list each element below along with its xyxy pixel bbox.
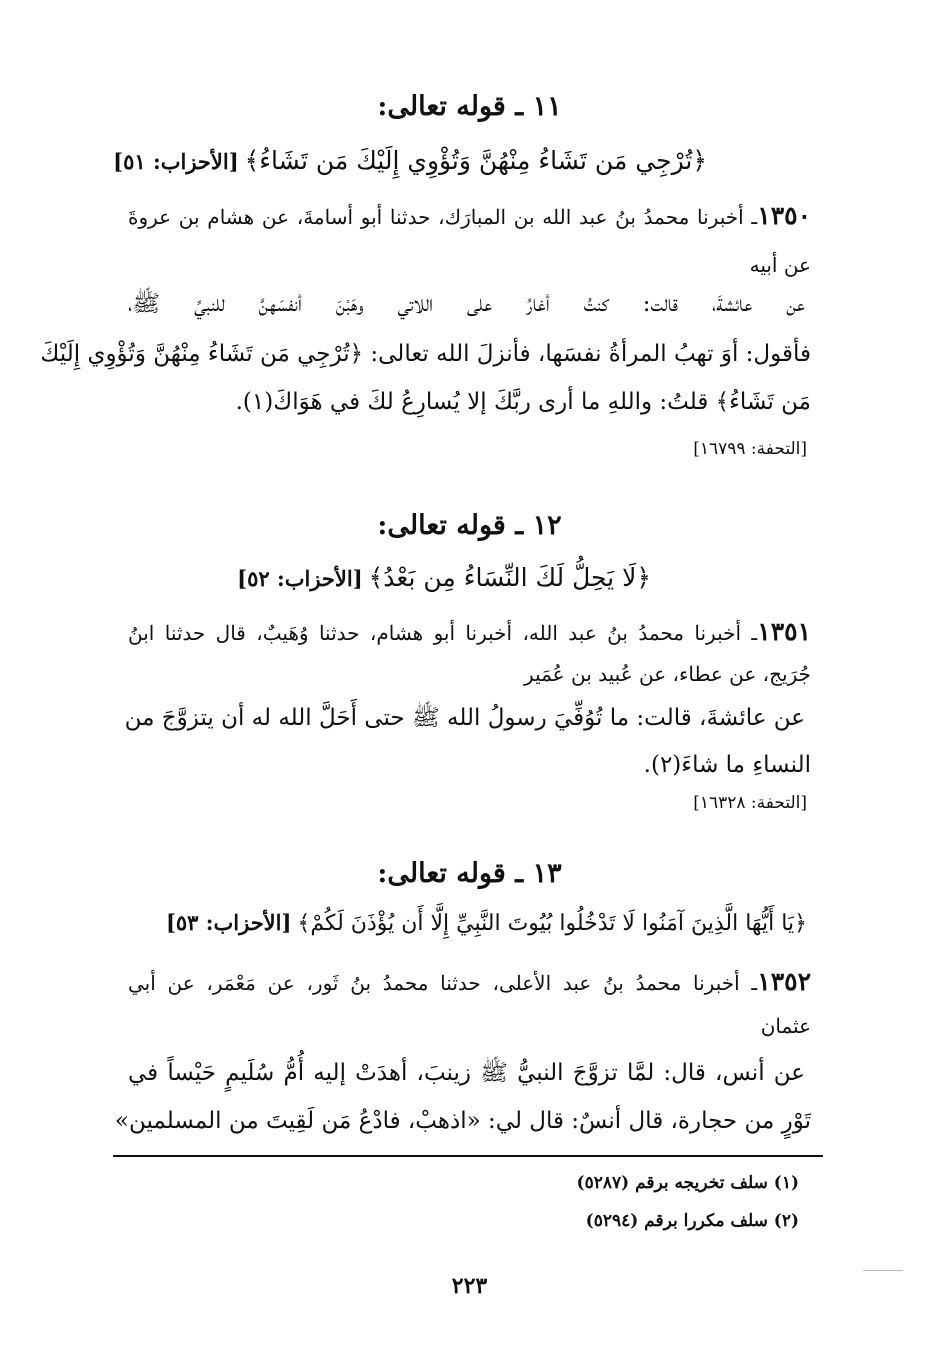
hadith-number: ١٣٥١ (757, 617, 811, 646)
matn-line: تَوْرٍ من حجارة، قال أنسٌ: قال لي: «اذهبْ، فادْعُ مَن لَقِيتَ من المسلمين» (114, 1108, 811, 1134)
tuhfa-ref: [التحفة: ١٦٣٢٨] (693, 793, 807, 813)
isnad-line-2: عثمان (760, 1014, 811, 1038)
hadith-number: ١٣٥٢ (757, 967, 811, 996)
isnad-line-1: ـ أخبرنا محمدُ بنُ عبد الله بن المبارَك، حدثنا أبو أسامةَ، عن هشام بن عروةَ (128, 205, 758, 229)
verse-13 (130, 910, 807, 937)
matn-line: مَن تَشَاءُ﴾ قلتُ: واللهِ ما أرى ربَّكَ إلا يُسارِعُ لكَ في هَوَاكَ(١). (235, 389, 811, 415)
hadith-1350-isnad (128, 201, 811, 232)
verse-text: ﴿تُرْجِي مَن تَشَاءُ مِنْهُنَّ وَتُؤْوِي إِلَيْكَ مَن تَشَاءُ﴾ (244, 146, 707, 175)
verse-12 (130, 563, 651, 593)
footnote-1: (١) سلف تخريجه برقم (٥٢٨٧) (576, 1173, 799, 1193)
isnad-line-2: جُرَيج، عن عطاء، عن عُبيد بن عُمَير (524, 662, 811, 686)
matn-line: النساءِ ما شاءَ(٢). (643, 752, 811, 778)
page-number: ٢٢٣ (451, 1273, 488, 1299)
section-title-13: ١٣ ـ قوله تعالى: (377, 858, 562, 889)
tuhfa-ref: [التحفة: ١٦٧٩٩] (693, 439, 807, 459)
verse-11 (113, 146, 707, 176)
matn-line: عن عائشةَ، قالت: كنتُ أغارُ على اللاتي وهَبْنَ أنفسَهنَّ للنبيِّ ﷺ، (128, 291, 805, 317)
section-title-11: ١١ ـ قوله تعالى: (377, 91, 562, 122)
hadith-1352-isnad (128, 967, 811, 998)
hadith-number: ١٣٥٠ (757, 201, 811, 230)
isnad-line-1: ـ أخبرنا محمدُ بنُ عبد الأعلى، حدثنا محمدُ بنُ ثَور، عن مَعْمَر، عن أبي (128, 971, 758, 995)
verse-text: ﴿يَا أَيُّهَا الَّذِينَ آمَنُوا لَا تَدْخُلُوا بُيُوتَ النَّبِيِّ إِلَّا أَن يُؤْذَنَ لَكُمْ﴾ (297, 911, 807, 936)
scan-mark (863, 1270, 903, 1271)
verse-ref: [الأحزاب: ٥٢] (237, 566, 363, 591)
footnote-2: (٢) سلف مكررا برقم (٥٢٩٤) (585, 1211, 799, 1231)
hadith-1351-isnad (128, 617, 811, 648)
verse-text: ﴿لَا يَحِلُّ لَكَ النِّسَاءُ مِن بَعْدُ﴾ (368, 563, 651, 592)
verse-ref: [الأحزاب: ٥١] (113, 149, 239, 174)
footnote-divider (113, 1155, 823, 1157)
section-title-12: ١٢ ـ قوله تعالى: (377, 510, 562, 541)
matn-line: عن أنس، قال: لمَّا تزوَّجَ النبيُّ ﷺ زينبَ، أهدَتْ إليه أُمُّ سُلَيمٍ حَيْساً في (128, 1060, 805, 1086)
isnad-line-2: عن أبيه (749, 253, 811, 277)
matn-line: فأقول: أوَ تهبُ المرأةُ نفسَها، فأنزلَ الله تعالى: ﴿تُرْجِي مَن تَشَاءُ مِنْهُنَّ وَتُؤْوِي إِلَيْكَ (40, 341, 811, 367)
verse-ref: [الأحزاب: ٥٣] (165, 910, 292, 935)
isnad-line-1: ـ أخبرنا محمدُ بنُ عبد الله، أخبرنا أبو هشام، حدثنا وُهَيبٌ، قال حدثنا ابنُ (128, 621, 758, 645)
matn-line: عن عائشةَ، قالت: ما تُوُفِّيَ رسولُ الله ﷺ حتى أَحَلَّ الله له أن يتزوَّجَ من (124, 705, 805, 731)
